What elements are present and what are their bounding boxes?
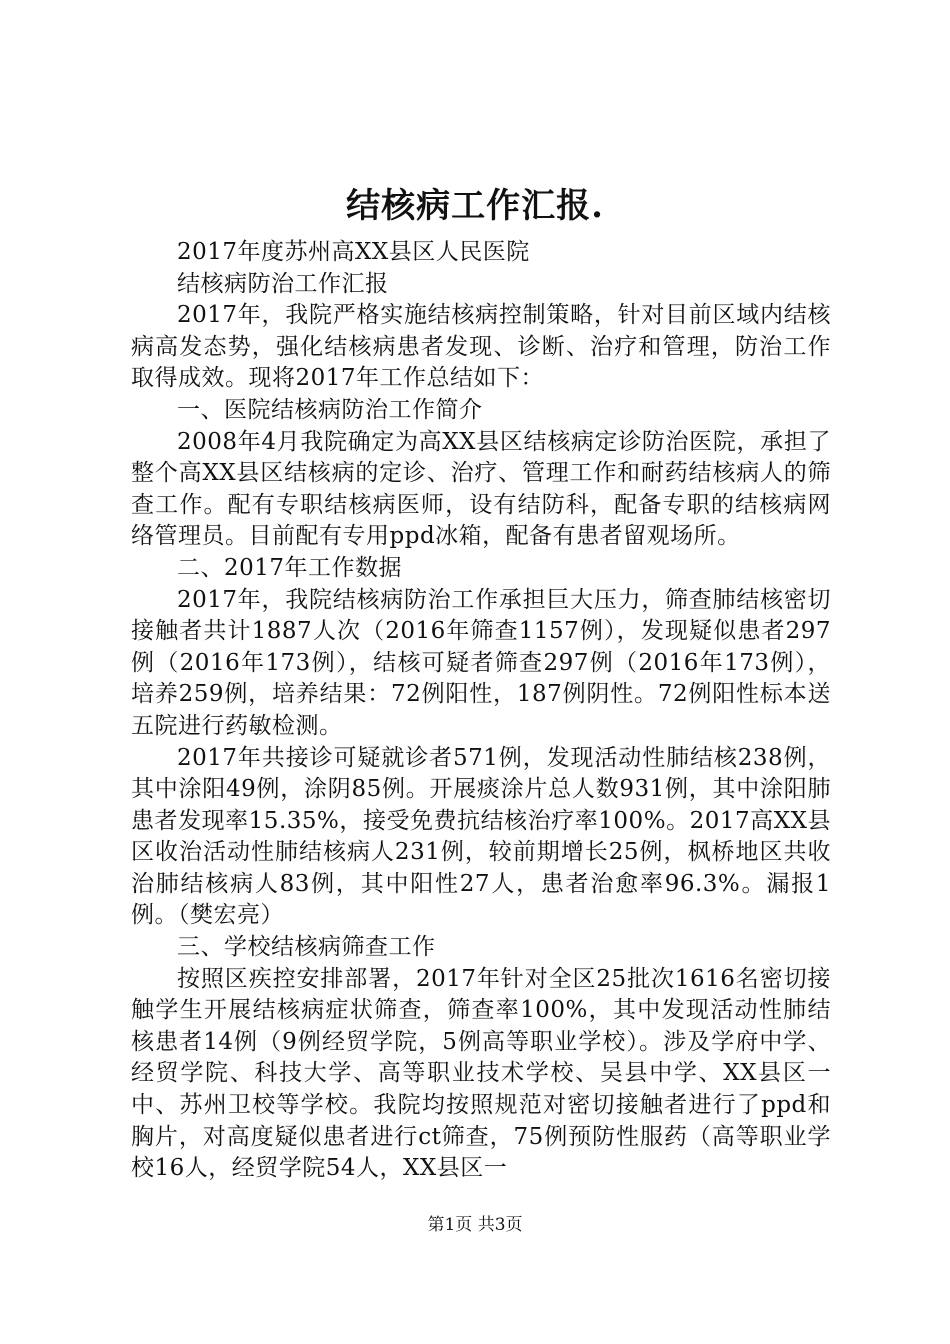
section-heading-3: 三、学校结核病筛查工作 [177,934,436,961]
paragraph-intro: 2017年，我院严格实施结核病控制策略，针对目前区域内结核病高发态势，强化结核病患者发现、诊断、治疗和管理，防治工作取得成效。现将2017年工作总结如下： [131,302,831,392]
paragraph-report-name: 结核病防治工作汇报 [177,270,389,297]
page-number: 第1页 共3页 [427,1215,523,1235]
document-title: 结核病工作汇报. [346,186,604,226]
paragraph-hospital-intro: 2008年4月我院确定为高XX县区结核病定诊防治医院，承担了整个高XX县区结核病的定诊、治疗、管理工作和耐药结核病人的筛查工作。配有专职结核病医师，设有结防科，配备专职的结核病网络管理员。目前配有专用ppd冰箱，配备有患者留观场所。 [131,428,831,550]
paragraph-hospital-year: 2017年度苏州高XX县区人民医院 [177,239,530,265]
document-body [131,237,831,1185]
section-heading-2: 二、2017年工作数据 [177,554,403,581]
paragraph-work-data-2: 2017年共接诊可疑就诊者571例，发现活动性肺结核238例，其中涂阳49例，涂阴85例。开展痰涂片总人数931例，其中涂阳肺患者发现率15.35%，接受免费抗结核治疗率100%。2017高XX县区收治活动性肺结核病人231例，较前期增长25例，枫桥地区共收治肺结核病人83例，其中阳性27人，患者治愈率96.3%。漏报1例。（樊宏亮） [131,744,831,929]
section-heading-1: 一、医院结核病防治工作简介 [177,396,483,423]
paragraph-work-data-1: 2017年，我院结核病防治工作承担巨大压力，筛查肺结核密切接触者共计1887人次（2016年筛查1157例），发现疑似患者297例（2016年173例），结核可疑者筛查297例（2016年173例），培养259例，培养结果：72例阳性，187例阴性。72例阳性标本送五院进行药敏检测。 [131,586,831,739]
paragraph-school-screening: 按照区疾控安排部署，2017年针对全区25批次1616名密切接触学生开展结核病症状筛查，筛查率100%，其中发现活动性肺结核患者14例（9例经贸学院，5例高等职业学校）。涉及学府中学、经贸学院、科技大学、高等职业技术学校、吴县中学、XX县区一中、苏州卫校等学校。我院均按照规范对密切接触者进行了ppd和胸片，对高度疑似患者进行ct筛查，75例预防性服药（高等职业学校16人，经贸学院54人，XX县区一 [131,965,831,1182]
